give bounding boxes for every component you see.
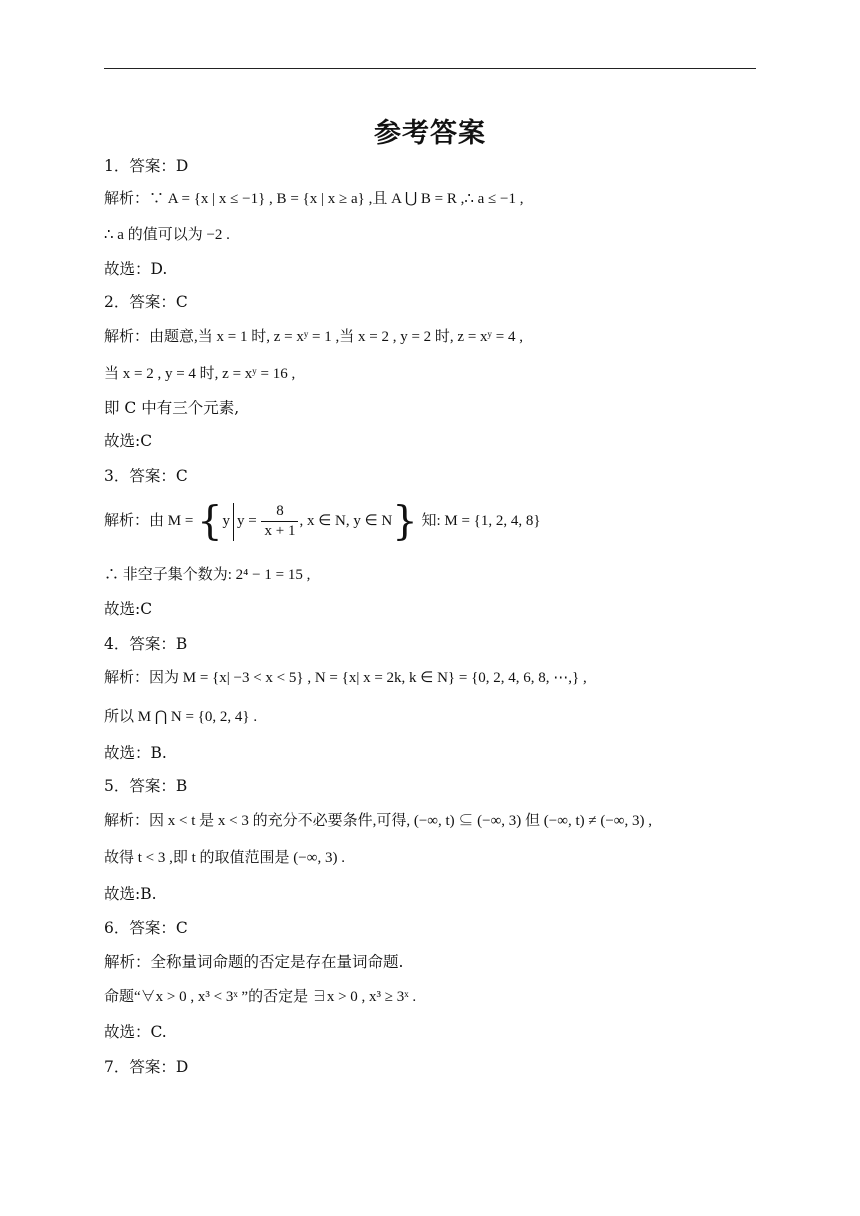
choice-line: 故选:B. — [104, 885, 157, 903]
fraction — [261, 503, 298, 540]
answer-line: 4．答案：B — [104, 635, 188, 653]
choice-line: 故选：B. — [104, 744, 167, 762]
answer-line: 2．答案：C — [104, 293, 188, 311]
set-variable: y — [222, 513, 231, 529]
fraction-denominator: x + 1 — [264, 523, 296, 540]
answer-line: 6．答案：C — [104, 919, 188, 937]
analysis-line: 解析：全称量词命题的否定是存在量词命题. — [104, 953, 404, 971]
analysis-suffix: 知: M = {1, 2, 4, 8} — [421, 513, 541, 529]
answer-line: 1．答案：D — [104, 157, 189, 175]
open-brace: { — [197, 498, 223, 545]
set-equation: y = — [237, 513, 257, 529]
set-bar — [233, 503, 234, 541]
analysis-line: ∴ a 的值可以为 −2 . — [104, 227, 230, 243]
choice-line: 故选：C. — [104, 1023, 167, 1041]
analysis-line: ∴ 非空子集个数为: 2⁴ − 1 = 15 , — [104, 567, 311, 583]
fraction-numerator: 8 — [261, 503, 298, 522]
analysis-line: 解析：因为 M = {x| −3 < x < 5} , N = {x| x = 2k, k ∈ N} = {0, 2, 4, 6, 8, ⋯,} , — [104, 670, 587, 686]
analysis-line: 所以 M ⋂ N = {0, 2, 4} . — [104, 709, 258, 725]
choice-line: 故选：D. — [104, 260, 168, 278]
page-title: 参考答案 — [374, 118, 486, 149]
close-brace: } — [392, 498, 418, 545]
answer-line: 7．答案：D — [104, 1058, 189, 1076]
analysis-line: 解析：∵ A = {x | x ≤ −1} , B = {x | x ≥ a} ,且 A ⋃ B = R ,∴ a ≤ −1 , — [104, 191, 524, 207]
answer-line: 5．答案：B — [104, 777, 188, 795]
header-rule — [104, 68, 756, 69]
choice-line: 故选:C — [104, 600, 153, 618]
analysis-line: 即 C 中有三个元素, — [104, 399, 240, 417]
answer-line: 3．答案：C — [104, 467, 188, 485]
analysis-line: 命题“∀x > 0 , x³ < 3ˣ ”的否定是 ∃x > 0 , x³ ≥ 3ˣ . — [104, 989, 417, 1005]
analysis-prefix: 解析：由 M = — [104, 513, 194, 529]
analysis-line: 解析：因 x < t 是 x < 3 的充分不必要条件,可得, (−∞, t) ⊆ (−∞, 3) 但 (−∞, t) ≠ (−∞, 3) , — [104, 813, 652, 829]
analysis-line-set-builder — [104, 498, 541, 545]
analysis-line: 解析：由题意,当 x = 1 时, z = xʸ = 1 ,当 x = 2 , y = 2 时, z = xʸ = 4 , — [104, 329, 523, 345]
set-conditions: , x ∈ N, y ∈ N — [299, 513, 393, 529]
choice-line: 故选:C — [104, 432, 153, 450]
analysis-line: 故得 t < 3 ,即 t 的取值范围是 (−∞, 3) . — [104, 850, 345, 866]
analysis-line: 当 x = 2 , y = 4 时, z = xʸ = 16 , — [104, 366, 296, 382]
